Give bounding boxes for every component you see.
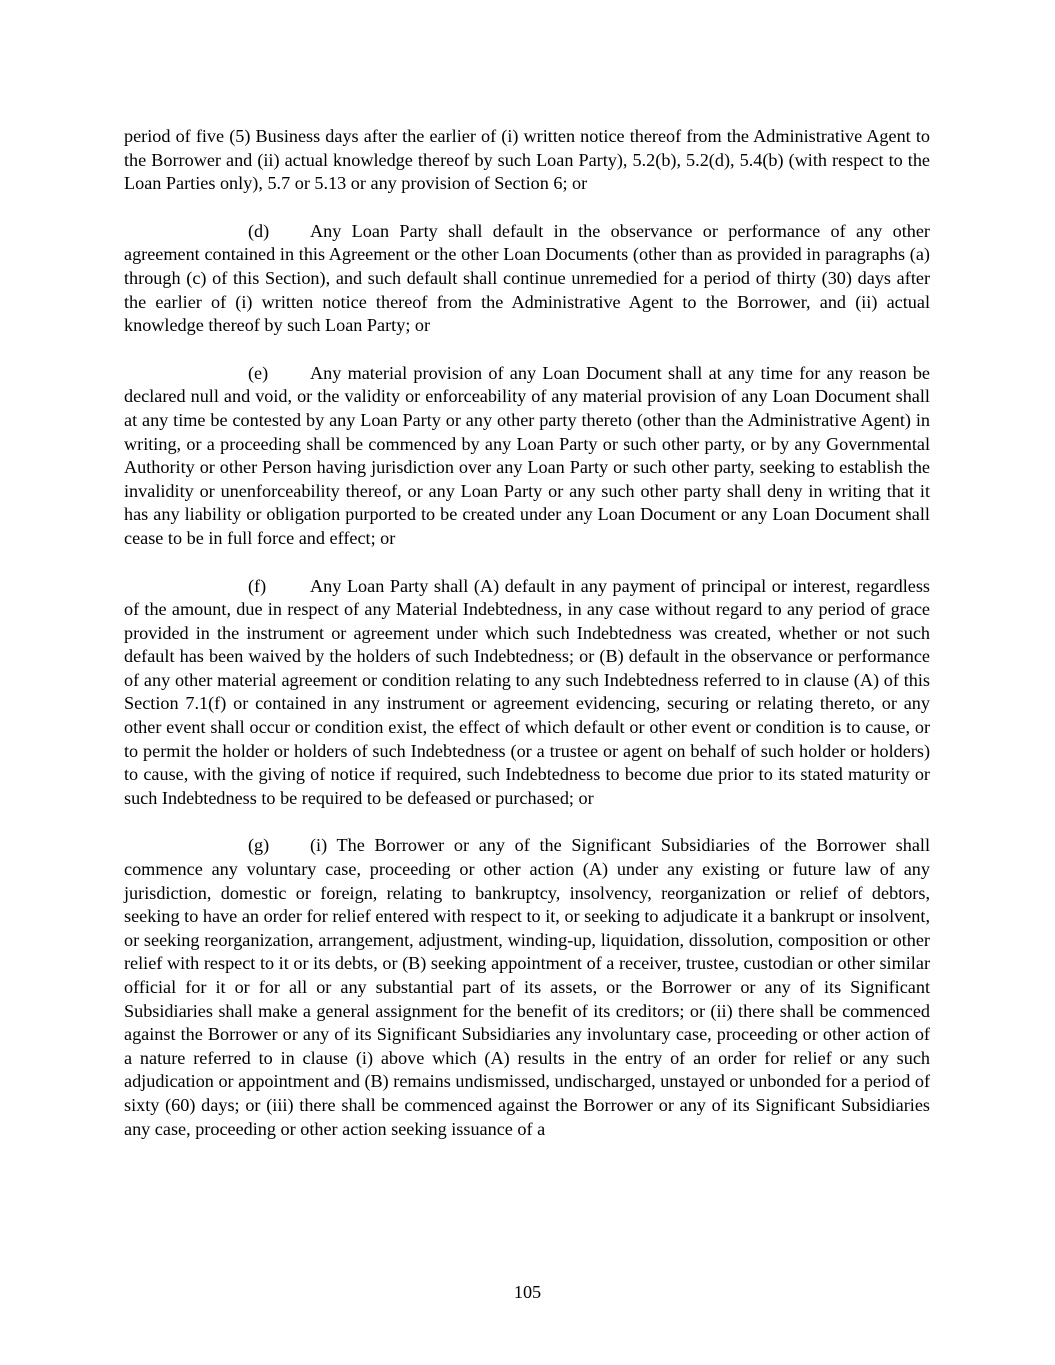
page-number: 105 xyxy=(513,1282,542,1302)
paragraph-text: period of five (5) Business days after the earlier of (i) written notice thereof from the Administrative Agent to the Borrower and (ii) actual knowledge thereof by such Loan Party), 5.2(b), 5.2(d), 5.4(b) (with respect to the Loan Parties only), 5.7 or 5.13 or any provision of Section 6; or xyxy=(124,126,930,194)
paragraph-label: (e) xyxy=(248,362,269,383)
paragraph-label: (f) xyxy=(248,575,267,596)
paragraph-label: (g) xyxy=(248,835,270,856)
paragraph-f xyxy=(124,575,930,811)
paragraph-text: (i) The Borrower or any of the Significant Subsidiaries of the Borrower shall commence any voluntary case, proceeding or other action (A) under any existing or future law of any jurisdiction, domestic or foreign, relating to bankruptcy, insolvency, reorganization or relief of debtors, seeking to have an order for relief entered with respect to it, or seeking to adjudicate it a bankrupt or insolvent, or seeking reorganization, arrangement, adjustment, winding-up, liquidation, dissolution, composition or other relief with respect to it or its debts, or (B) seeking appointment of a receiver, trustee, custodian or other similar official for it or for all or any substantial part of its assets, or the Borrower or any of its Significant Subsidiaries shall make a general assignment for the benefit of its creditors; or (ii) there shall be commenced against the Borrower or any of its Significant Subsidiaries any involuntary case, proceeding or other action of a nature referred to in clause (i) above which (A) results in the entry of an order for relief or any such adjudication or appointment and (B) remains undismissed, undischarged, unstayed or unbonded for a period of sixty (60) days; or (iii) there shall be commenced against the Borrower or any of its Significant Subsidiaries any case, proceeding or other action seeking issuance of a xyxy=(124,835,930,1139)
paragraph-g xyxy=(124,834,930,1141)
paragraph-text: Any Loan Party shall (A) default in any payment of principal or interest, regardless of the amount, due in respect of any Material Indebtedness, in any case without regard to any period of grace provided in the instrument or agreement under which such Indebtedness was created, whether or not such default has been waived by the holders of such Indebtedness; or (B) default in the observance or performance of any other material agreement or condition relating to any such Indebtedness referred to in clause (A) of this Section 7.1(f) or contained in any instrument or agreement evidencing, securing or relating thereto, or any other event shall occur or condition exist, the effect of which default or other event or condition is to cause, or to permit the holder or holders of such Indebtedness (or a trustee or agent on behalf of such holder or holders) to cause, with the giving of notice if required, such Indebtedness to become due prior to its stated maturity or such Indebtedness to be required to be defeased or purchased; or xyxy=(124,575,930,808)
paragraph-d xyxy=(124,220,930,338)
paragraph-e xyxy=(124,362,930,551)
paragraph-text: Any material provision of any Loan Document shall at any time for any reason be declared null and void, or the validity or enforceability of any material provision of any Loan Document shall at any time be contested by any Loan Party or any other party thereto (other than the Administrative Agent) in writing, or a proceeding shall be commenced by any Loan Party or such other party, or by any Governmental Authority or other Person having jurisdiction over any Loan Party or such other party, seeking to establish the invalidity or unenforceability thereof, or any Loan Party or any such other party shall deny in writing that it has any liability or obligation purported to be created under any Loan Document or any Loan Document shall cease to be in full force and effect; or xyxy=(124,362,930,548)
paragraph-label: (d) xyxy=(248,220,270,241)
paragraph-continuation xyxy=(124,125,930,196)
document-body xyxy=(124,125,930,1141)
paragraph-text: Any Loan Party shall default in the observance or performance of any other agreement contained in this Agreement or the other Loan Documents (other than as provided in paragraphs (a) through (c) of this Section), and such default shall continue unremedied for a period of thirty (30) days after the earlier of (i) written notice thereof from the Administrative Agent to the Borrower, and (ii) actual knowledge thereof by such Loan Party; or xyxy=(124,220,930,336)
